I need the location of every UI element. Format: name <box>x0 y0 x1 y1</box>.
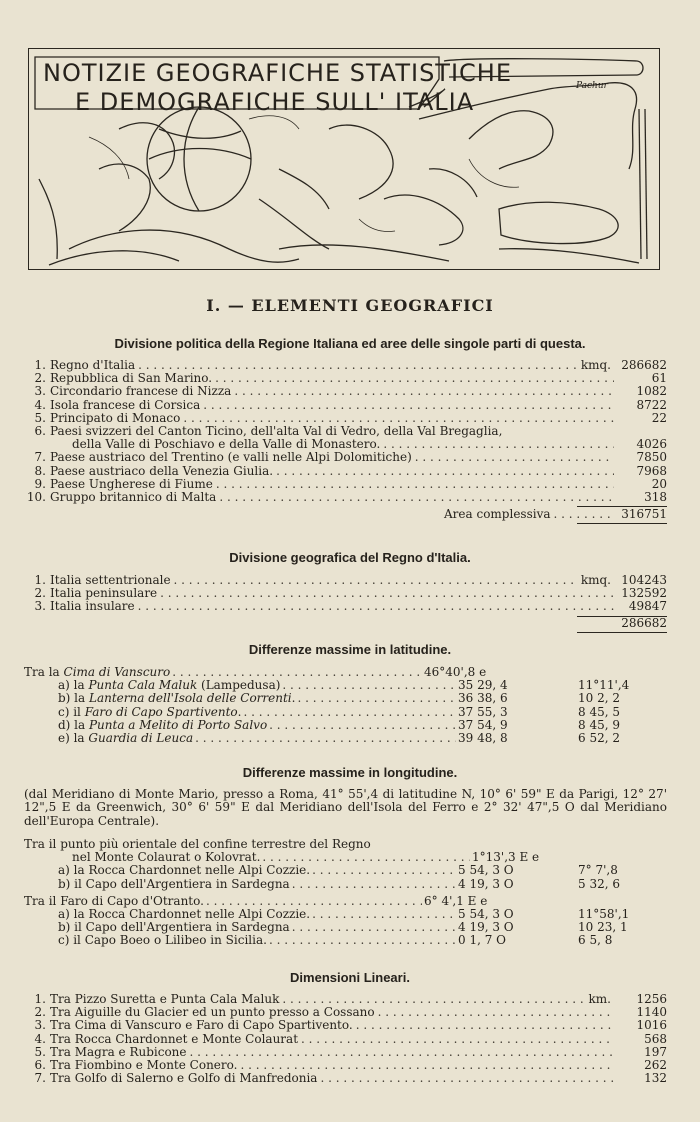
dot-leader <box>244 706 457 719</box>
dot-leader <box>262 851 470 864</box>
item-number: 4. <box>34 397 46 412</box>
item-number: 10. <box>26 490 46 505</box>
item-number: 2. <box>34 371 46 386</box>
unit-label: kmq. <box>580 573 611 587</box>
dot-leader <box>172 666 422 679</box>
list-item <box>24 600 667 613</box>
place-name: Punta a Melito di Porto Salvo <box>88 718 268 732</box>
item-label: Tra Aiguille du Glacier ed un punto presso a Cossano <box>50 1005 375 1020</box>
row-prefix: a) la <box>58 679 89 693</box>
item-number: 3. <box>34 384 46 399</box>
longitude-value: 4 19, 3 O <box>458 876 514 891</box>
geographic-division-list <box>24 574 667 633</box>
list-item <box>24 465 667 478</box>
dot-leader <box>554 508 614 521</box>
item-label: Isola francese di Corsica <box>50 397 201 412</box>
latitude-value: 37 55, 3 <box>458 704 508 719</box>
dot-leader <box>297 692 456 705</box>
item-label: Regno d'Italia <box>50 358 136 372</box>
item-label: Principato di Monaco <box>50 410 181 425</box>
row-suffix: . <box>291 692 296 706</box>
total-value: 286682 <box>621 615 667 630</box>
row-prefix: d) la <box>58 718 89 732</box>
dot-leader <box>378 1006 614 1019</box>
item-number: 1. <box>34 358 46 372</box>
difference-value: 11°58',1 <box>578 907 630 922</box>
dot-leader <box>292 921 456 934</box>
table-row <box>24 895 667 908</box>
item-number: 1. <box>34 573 46 587</box>
dot-leader <box>383 438 614 451</box>
place-name: Faro di Capo Spartivento <box>84 705 238 719</box>
longitude-value: 6° 4',1 E e <box>424 893 488 908</box>
total-row <box>24 617 667 630</box>
item-number: 2. <box>34 1005 46 1020</box>
item-number: 5. <box>34 410 46 425</box>
item-value: 262 <box>644 1058 667 1073</box>
item-label: Paese Ungherese di Fiume <box>50 476 213 491</box>
item-number: 9. <box>34 476 46 491</box>
table-row <box>24 851 667 864</box>
item-value: 7968 <box>636 463 667 478</box>
chapter-title: I. — ELEMENTI GEOGRAFICI <box>206 296 494 315</box>
section-title-geographic: Divisione geografica del Regno d'Italia. <box>229 550 471 565</box>
item-value: 132592 <box>621 586 667 601</box>
item-value: 7850 <box>636 450 667 465</box>
row-label: a) la Rocca Chardonnet nelle Alpi Cozzie. <box>58 908 311 922</box>
item-label: Tra Cima di Vanscuro e Faro di Capo Spartivento. <box>50 1018 353 1033</box>
list-item <box>24 451 667 464</box>
item-value: 318 <box>644 490 667 505</box>
longitude-note: (dal Meridiano di Monte Mario, presso a Roma, 41° 55',4 di latitudine N, 10° 6' 59" E da Parigi, 12° 27' 12",5 E da Greenwich, 30° 6' 59" E dal Meridiano dell'Isola del Ferro e 2° 32' 47",5 O dal Meridiano dell'Europa Centrale). <box>24 787 667 828</box>
total-rule <box>577 632 667 633</box>
item-label: Italia settentrionale <box>50 573 171 587</box>
place-name: Guardia di Leuca <box>88 732 194 746</box>
item-number: 2. <box>34 586 46 601</box>
banner-title <box>43 59 513 117</box>
item-value: 1016 <box>636 1018 667 1033</box>
item-number: 3. <box>34 1018 46 1033</box>
section-title-linear: Dimensioni Lineari. <box>290 970 410 985</box>
item-label: Tra Magra e Rubicone <box>50 1044 187 1059</box>
political-division-list <box>24 359 667 524</box>
dot-leader <box>269 934 456 947</box>
total-label: Area complessiva <box>444 507 551 522</box>
dot-leader <box>356 1019 614 1032</box>
item-label: Paesi svizzeri del Canton Ticino, dell'alta Val di Vedro, della Val Bregaglia, <box>50 424 503 439</box>
row-prefix: c) il <box>58 705 85 719</box>
table-row <box>24 908 667 921</box>
list-item <box>24 1019 667 1032</box>
dot-leader <box>282 679 456 692</box>
dot-leader <box>215 372 614 385</box>
row-prefix: e) la <box>58 732 89 746</box>
artist-signature: Pachur <box>576 81 608 91</box>
item-label: Tra Rocca Chardonnet e Monte Colaurat <box>50 1031 299 1046</box>
longitude-table <box>24 838 667 948</box>
dot-leader <box>203 399 614 412</box>
section-title-latitude: Differenze massime in latitudine. <box>248 642 452 657</box>
section-title-longitude: Differenze massime in longitudine. <box>242 765 458 780</box>
difference-value: 7° 7',8 <box>578 863 618 878</box>
item-label: Tra Golfo di Salerno e Golfo di Manfredonia <box>50 1071 318 1086</box>
item-value: 49847 <box>628 599 667 614</box>
item-number: 3. <box>34 599 46 614</box>
difference-value: 8 45, 5 <box>578 704 620 719</box>
dot-leader <box>206 895 422 908</box>
item-number: 5. <box>34 1044 46 1059</box>
dot-leader <box>312 908 456 921</box>
table-row <box>24 706 667 719</box>
table-row <box>24 732 667 745</box>
item-label: Italia insulare <box>50 599 135 614</box>
dot-leader <box>292 878 456 891</box>
item-value: 4026 <box>636 437 667 452</box>
item-value: 1082 <box>636 384 667 399</box>
dot-leader <box>320 1072 614 1085</box>
item-label: Tra Pizzo Suretta e Punta Cala Maluk <box>50 992 280 1006</box>
dot-leader <box>312 864 456 877</box>
total-rule <box>577 523 667 524</box>
unit-label: km. <box>588 992 611 1006</box>
longitude-value: 0 1, 7 O <box>458 933 506 948</box>
total-value: 316751 <box>621 507 667 522</box>
table-row <box>24 666 667 679</box>
item-number: 6. <box>34 424 46 439</box>
item-label: Gruppo britannico di Malta <box>50 490 217 505</box>
table-row <box>24 934 667 947</box>
dot-leader <box>138 600 614 613</box>
difference-value: 8 45, 9 <box>578 717 620 732</box>
item-value: 568 <box>644 1031 667 1046</box>
item-label: Repubblica di San Marino. <box>50 371 213 386</box>
latitude-value: 39 48, 8 <box>458 731 508 746</box>
dot-leader <box>160 587 614 600</box>
item-number: 4. <box>34 1031 46 1046</box>
difference-value: 11°11',4 <box>578 678 630 693</box>
table-row <box>24 838 667 851</box>
item-value: 22 <box>651 410 667 425</box>
dot-leader <box>195 732 456 745</box>
difference-value: 5 32, 6 <box>578 876 620 891</box>
difference-value: 10 23, 1 <box>578 920 628 935</box>
dot-leader <box>415 451 614 464</box>
list-item <box>24 1072 667 1085</box>
list-item <box>24 385 667 398</box>
table-row <box>24 719 667 732</box>
dot-leader <box>276 465 614 478</box>
linear-dimensions-list <box>24 993 667 1085</box>
longitude-value: 5 54, 3 O <box>458 907 514 922</box>
item-label: della Valle di Poschiavo e della Valle di Monastero. <box>72 437 381 452</box>
table-row <box>24 878 667 891</box>
dot-leader <box>219 491 614 504</box>
list-item <box>24 399 667 412</box>
row-label: a) la Rocca Chardonnet nelle Alpi Cozzie. <box>58 864 311 878</box>
item-label: Paese austriaco del Trentino (e valli nelle Alpi Dolomitiche) <box>50 450 412 465</box>
place-name: Punta Cala Maluk <box>88 679 198 693</box>
latitude-value: 36 38, 6 <box>458 691 508 706</box>
item-value: 61 <box>651 371 667 386</box>
difference-value: 6 5, 8 <box>578 933 613 948</box>
item-value: 20 <box>651 476 667 491</box>
row-label: c) il Capo Boeo o Lilibeo in Sicilia. <box>58 934 267 948</box>
item-value: 197 <box>644 1044 667 1059</box>
dot-leader <box>269 719 456 732</box>
dot-leader <box>216 478 614 491</box>
table-row <box>24 692 667 705</box>
banner-title-line1: NOTIZIE GEOGRAFICHE STATISTICHE <box>43 59 513 87</box>
item-label: Paese austriaco della Venezia Giulia. <box>50 463 274 478</box>
latitude-value: 46°40',8 e <box>424 665 487 679</box>
longitude-value: 5 54, 3 O <box>458 863 514 878</box>
table-row <box>24 921 667 934</box>
dot-leader <box>301 1033 614 1046</box>
row-label: b) il Capo dell'Argentiera in Sardegna <box>58 921 290 935</box>
dot-leader <box>190 1046 614 1059</box>
row-prefix: Tra la <box>24 666 64 679</box>
place-name: Cima di Vanscuro <box>63 666 171 679</box>
section-title-political: Divisione politica della Regione Italiana ed aree delle singole parti di questa. <box>114 336 586 351</box>
unit-label: kmq. <box>580 358 611 372</box>
list-item <box>24 491 667 504</box>
item-value: 104243 <box>621 573 667 587</box>
item-number: 7. <box>34 450 46 465</box>
item-value: 286682 <box>621 358 667 372</box>
latitude-value: 37 54, 9 <box>458 717 508 732</box>
dot-leader <box>234 385 614 398</box>
table-row <box>24 864 667 877</box>
row-label: nel Monte Colaurat o Kolovrat. <box>72 851 261 865</box>
total-row <box>24 508 667 521</box>
item-label: Circondario francese di Nizza <box>50 384 232 399</box>
difference-value: 6 52, 2 <box>578 731 620 746</box>
longitude-value: 1°13',3 E e <box>472 850 540 865</box>
row-label: b) il Capo dell'Argentiera in Sardegna <box>58 877 290 891</box>
difference-value: 10 2, 2 <box>578 691 620 706</box>
title-banner <box>28 48 660 270</box>
banner-title-line2: E DEMOGRAFICHE SULL' ITALIA <box>75 88 475 116</box>
latitude-table <box>24 666 667 745</box>
longitude-value: 4 19, 3 O <box>458 920 514 935</box>
item-number: 6. <box>34 1058 46 1073</box>
list-item <box>24 1033 667 1046</box>
item-number: 1. <box>34 992 46 1006</box>
item-number: 7. <box>34 1071 46 1086</box>
item-label: Tra Fiombino e Monte Conero. <box>50 1058 238 1073</box>
item-value: 8722 <box>636 397 667 412</box>
latitude-value: 35 29, 4 <box>458 678 508 693</box>
group-heading: Tra il punto più orientale del confine terrestre del Regno <box>24 837 371 851</box>
item-value: 1140 <box>636 1005 667 1020</box>
row-prefix: b) la <box>58 692 89 706</box>
item-value: 132 <box>644 1071 667 1086</box>
dot-leader <box>174 574 578 587</box>
row-label: Tra il Faro di Capo d'Otranto. <box>24 894 204 908</box>
item-value: 1256 <box>636 992 667 1006</box>
item-number: 8. <box>34 463 46 478</box>
item-label: Italia peninsulare <box>50 586 158 601</box>
row-suffix: . <box>237 705 242 719</box>
row-suffix: (Lampedusa) <box>197 679 281 693</box>
place-name: Lanterna dell'Isola delle Correnti <box>88 692 292 706</box>
table-row <box>24 679 667 692</box>
